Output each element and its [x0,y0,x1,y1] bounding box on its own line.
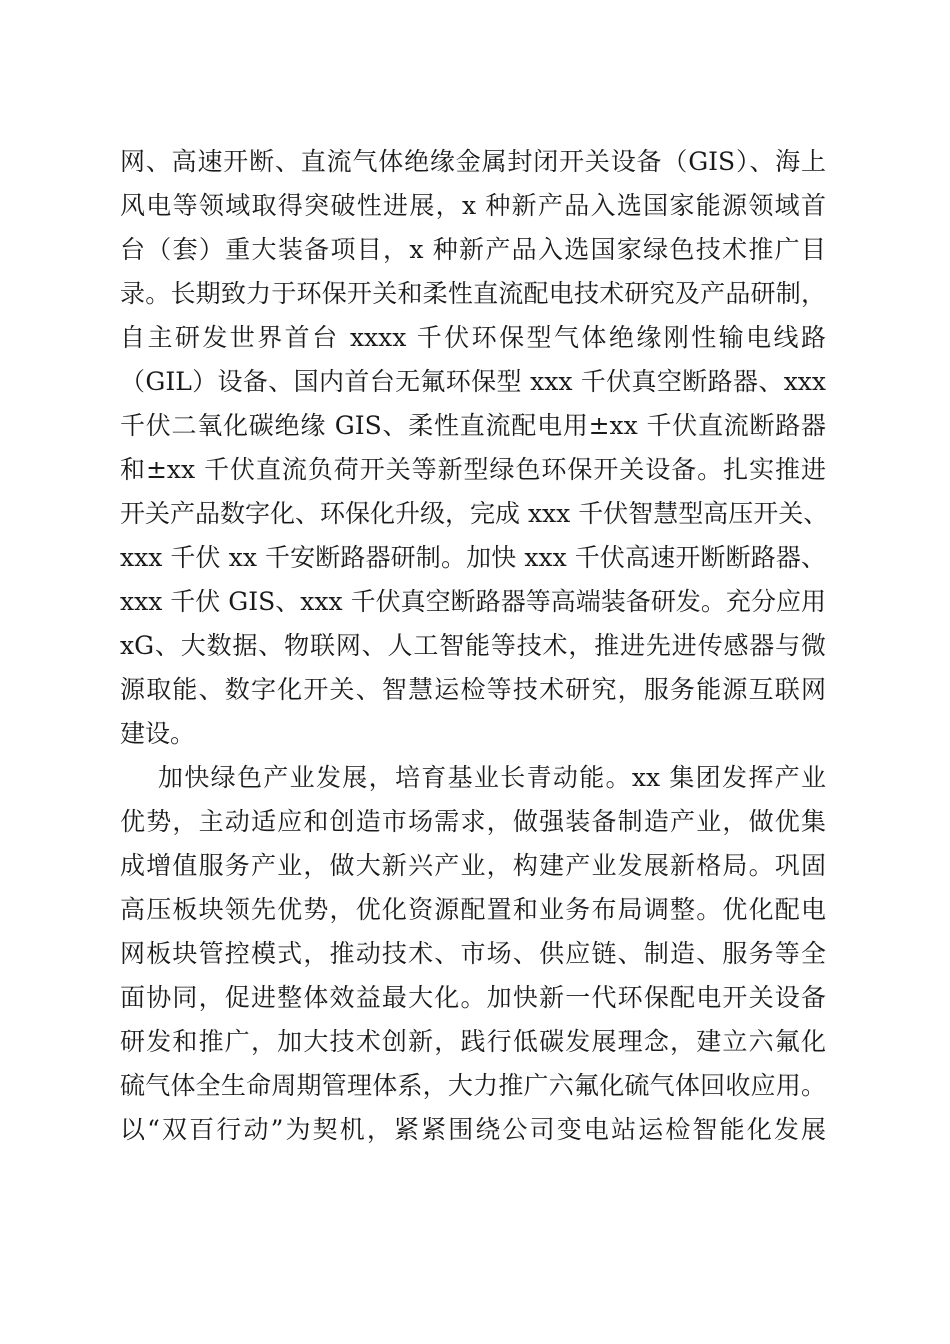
text-line: 高压板块领先优势，优化资源配置和业务布局调整。优化配电 [120,895,826,924]
text-line: xxx 千伏 GIS、xxx 千伏真空断路器等高端装备研发。充分应用 [120,587,826,616]
text-line: 开关产品数字化、环保化升级，完成 xxx 千伏智慧型高压开关、 [120,499,829,528]
text-line: 源取能、数字化开关、智慧运检等技术研究，服务能源互联网 [120,675,826,704]
text-line: 自主研发世界首台 xxxx 千伏环保型气体绝缘刚性输电线路 [120,323,826,352]
text-line: 台（套）重大装备项目，x 种新产品入选国家绿色技术推广目 [120,235,826,264]
text-line: 硫气体全生命周期管理体系，大力推广六氟化硫气体回收应用。 [120,1071,826,1100]
text-line: 网板块管控模式，推动技术、市场、供应链、制造、服务等全 [120,939,826,968]
text-line: 研发和推广，加大技术创新，践行低碳发展理念，建立六氟化 [120,1027,826,1056]
text-line: 以“双百行动”为契机，紧紧围绕公司变电站运检智能化发展 [120,1115,826,1144]
paragraph-first-line: 加快绿色产业发展，培育基业长青动能。xx 集团发挥产业 [158,763,826,792]
text-line: 风电等领域取得突破性进展，x 种新产品入选国家能源领域首 [120,191,826,220]
text-line: xxx 千伏 xx 千安断路器研制。加快 xxx 千伏高速开断断路器、 [120,543,826,572]
text-line: 录。长期致力于环保开关和柔性直流配电技术研究及产品研制， [120,279,826,308]
text-line: 建设。 [120,719,196,748]
text-line: 优势，主动适应和创造市场需求，做强装备制造产业，做优集 [120,807,826,836]
text-line: 和±xx 千伏直流负荷开关等新型绿色环保开关设备。扎实推进 [120,455,826,484]
text-line: 面协同，促进整体效益最大化。加快新一代环保配电开关设备 [120,983,826,1012]
text-line: xG、大数据、物联网、人工智能等技术，推进先进传感器与微 [120,631,826,660]
text-line: 成增值服务产业，做大新兴产业，构建产业发展新格局。巩固 [120,851,826,880]
text-line: （GIL）设备、国内首台无氟环保型 xxx 千伏真空断路器、xxx [120,367,826,396]
text-line: 千伏二氧化碳绝缘 GIS、柔性直流配电用±xx 千伏直流断路器 [120,411,826,440]
text-line: 网、高速开断、直流气体绝缘金属封闭开关设备（GIS）、海上 [120,147,826,176]
